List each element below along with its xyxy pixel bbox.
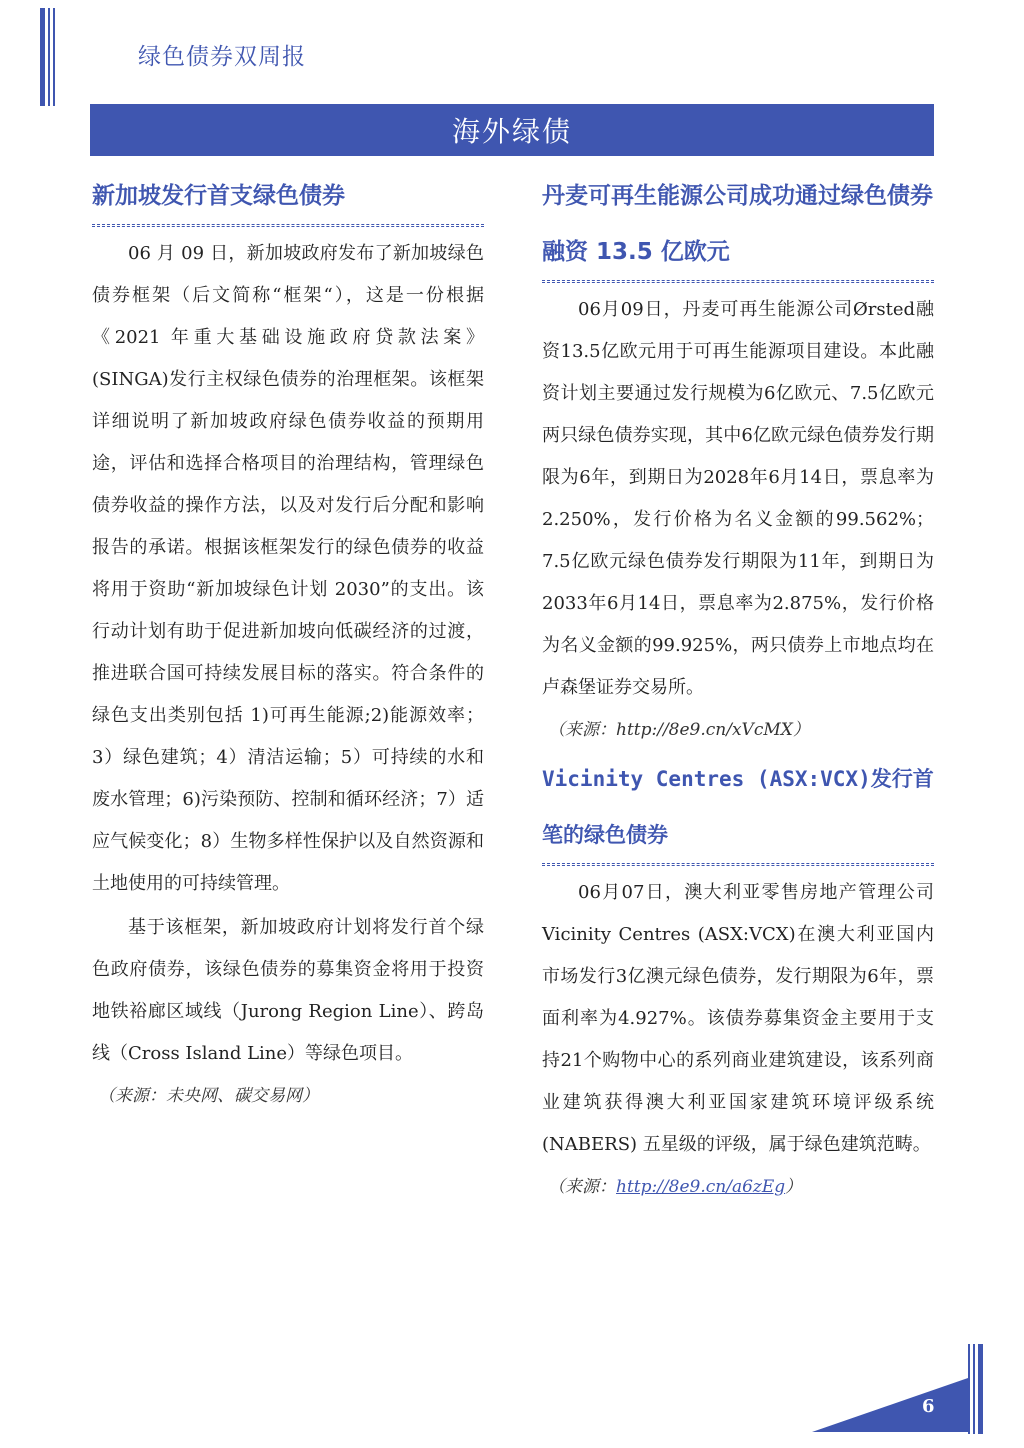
header-bar-3 (53, 8, 55, 106)
divider (542, 280, 934, 283)
footer-bar-3 (978, 1344, 983, 1434)
article-title-vicinity: Vicinity Centres (ASX:VCX)发行首笔的绿色债券 (542, 767, 934, 847)
article-paragraph: 06月09日，丹麦可再生能源公司Ørsted融资13.5亿欧元用于可再生能源项目建设。本此融资计划主要通过发行规模为6亿欧元、7.5亿欧元两只绿色债券实现，其中6亿欧元绿色债券发行期限为6年，到期日为2028年6月14日，票息率为2.250%，发行价格为名义金额的99.562%；7.5亿欧元绿色债券发行期限为11年，到期日为2033年6月14日，票息率为2.875%，发行价格为名义金额的99.925%，两只债券上市地点均在卢森堡证券交易所。 (542, 299, 934, 698)
source-link[interactable]: http://8e9.cn/a6zEg (616, 1177, 786, 1197)
article-title-orsted: 丹麦可再生能源公司成功通过绿色债券融资 13.5 亿欧元 (542, 183, 933, 265)
article-source: （来源：未央网、碳交易网） (98, 1086, 319, 1106)
section-title: 海外绿债 (451, 115, 572, 148)
source-prefix: （来源： (548, 1177, 616, 1197)
left-column (92, 168, 484, 1117)
page-number: 6 (922, 1396, 935, 1417)
divider (542, 863, 934, 866)
article-paragraph: 06 月 09 日，新加坡政府发布了新加坡绿色债券框架（后文简称“框架“），这是一份根据《2021 年重大基础设施政府贷款法案》(SINGA)发行主权绿色债券的治理框架。该框架详细说明了新加坡政府绿色债券收益的预期用途，评估和选择合格项目的治理结构，管理绿色债券收益的操作方法，以及对发行后分配和影响报告的承诺。根据该框架发行的绿色债券的收益将用于资助“新加坡绿色计划 2030”的支出。该行动计划有助于促进新加坡向低碳经济的过渡，推进联合国可持续发展目标的落实。符合条件的绿色支出类别包括 1)可再生能源;2)能源效率；3）绿色建筑；4）清洁运输；5）可持续的水和废水管理；6)污染预防、控制和循环经济；7）适应气候变化；8）生物多样性保护以及自然资源和土地使用的可持续管理。 (92, 243, 484, 894)
footer-triangle (812, 1378, 968, 1432)
divider (92, 224, 484, 227)
article-source (542, 1166, 934, 1208)
header-bar-2 (48, 8, 50, 106)
footer-bar-1 (968, 1344, 970, 1434)
section-banner (90, 104, 934, 156)
header-bar-1 (40, 8, 45, 106)
article-title-singapore: 新加坡发行首支绿色债券 (92, 183, 345, 209)
article-paragraph: 06月07日，澳大利亚零售房地产管理公司 Vicinity Centres (ASX:VCX)在澳大利亚国内市场发行3亿澳元绿色债券，发行期限为6年，票面利率为4.927%。该债券募集资金主要用于支持21个购物中心的系列商业建筑建设，该系列商业建筑获得澳大利亚国家建筑环境评级系统 (NABERS) 五星级的评级，属于绿色建筑范畴。 (542, 882, 934, 1155)
article-paragraph: 基于该框架，新加坡政府计划将发行首个绿色政府债券，该绿色债券的募集资金将用于投资地铁裕廊区域线（Jurong Region Line）、跨岛线（Cross Island Line）等绿色项目。 (92, 917, 484, 1064)
right-column (542, 168, 934, 1208)
source-suffix: ） (785, 1177, 803, 1197)
article-source: （来源：http://8e9.cn/xVcMX） (548, 720, 810, 740)
footer-bar-2 (973, 1344, 975, 1434)
header-title: 绿色债券双周报 (138, 44, 306, 70)
